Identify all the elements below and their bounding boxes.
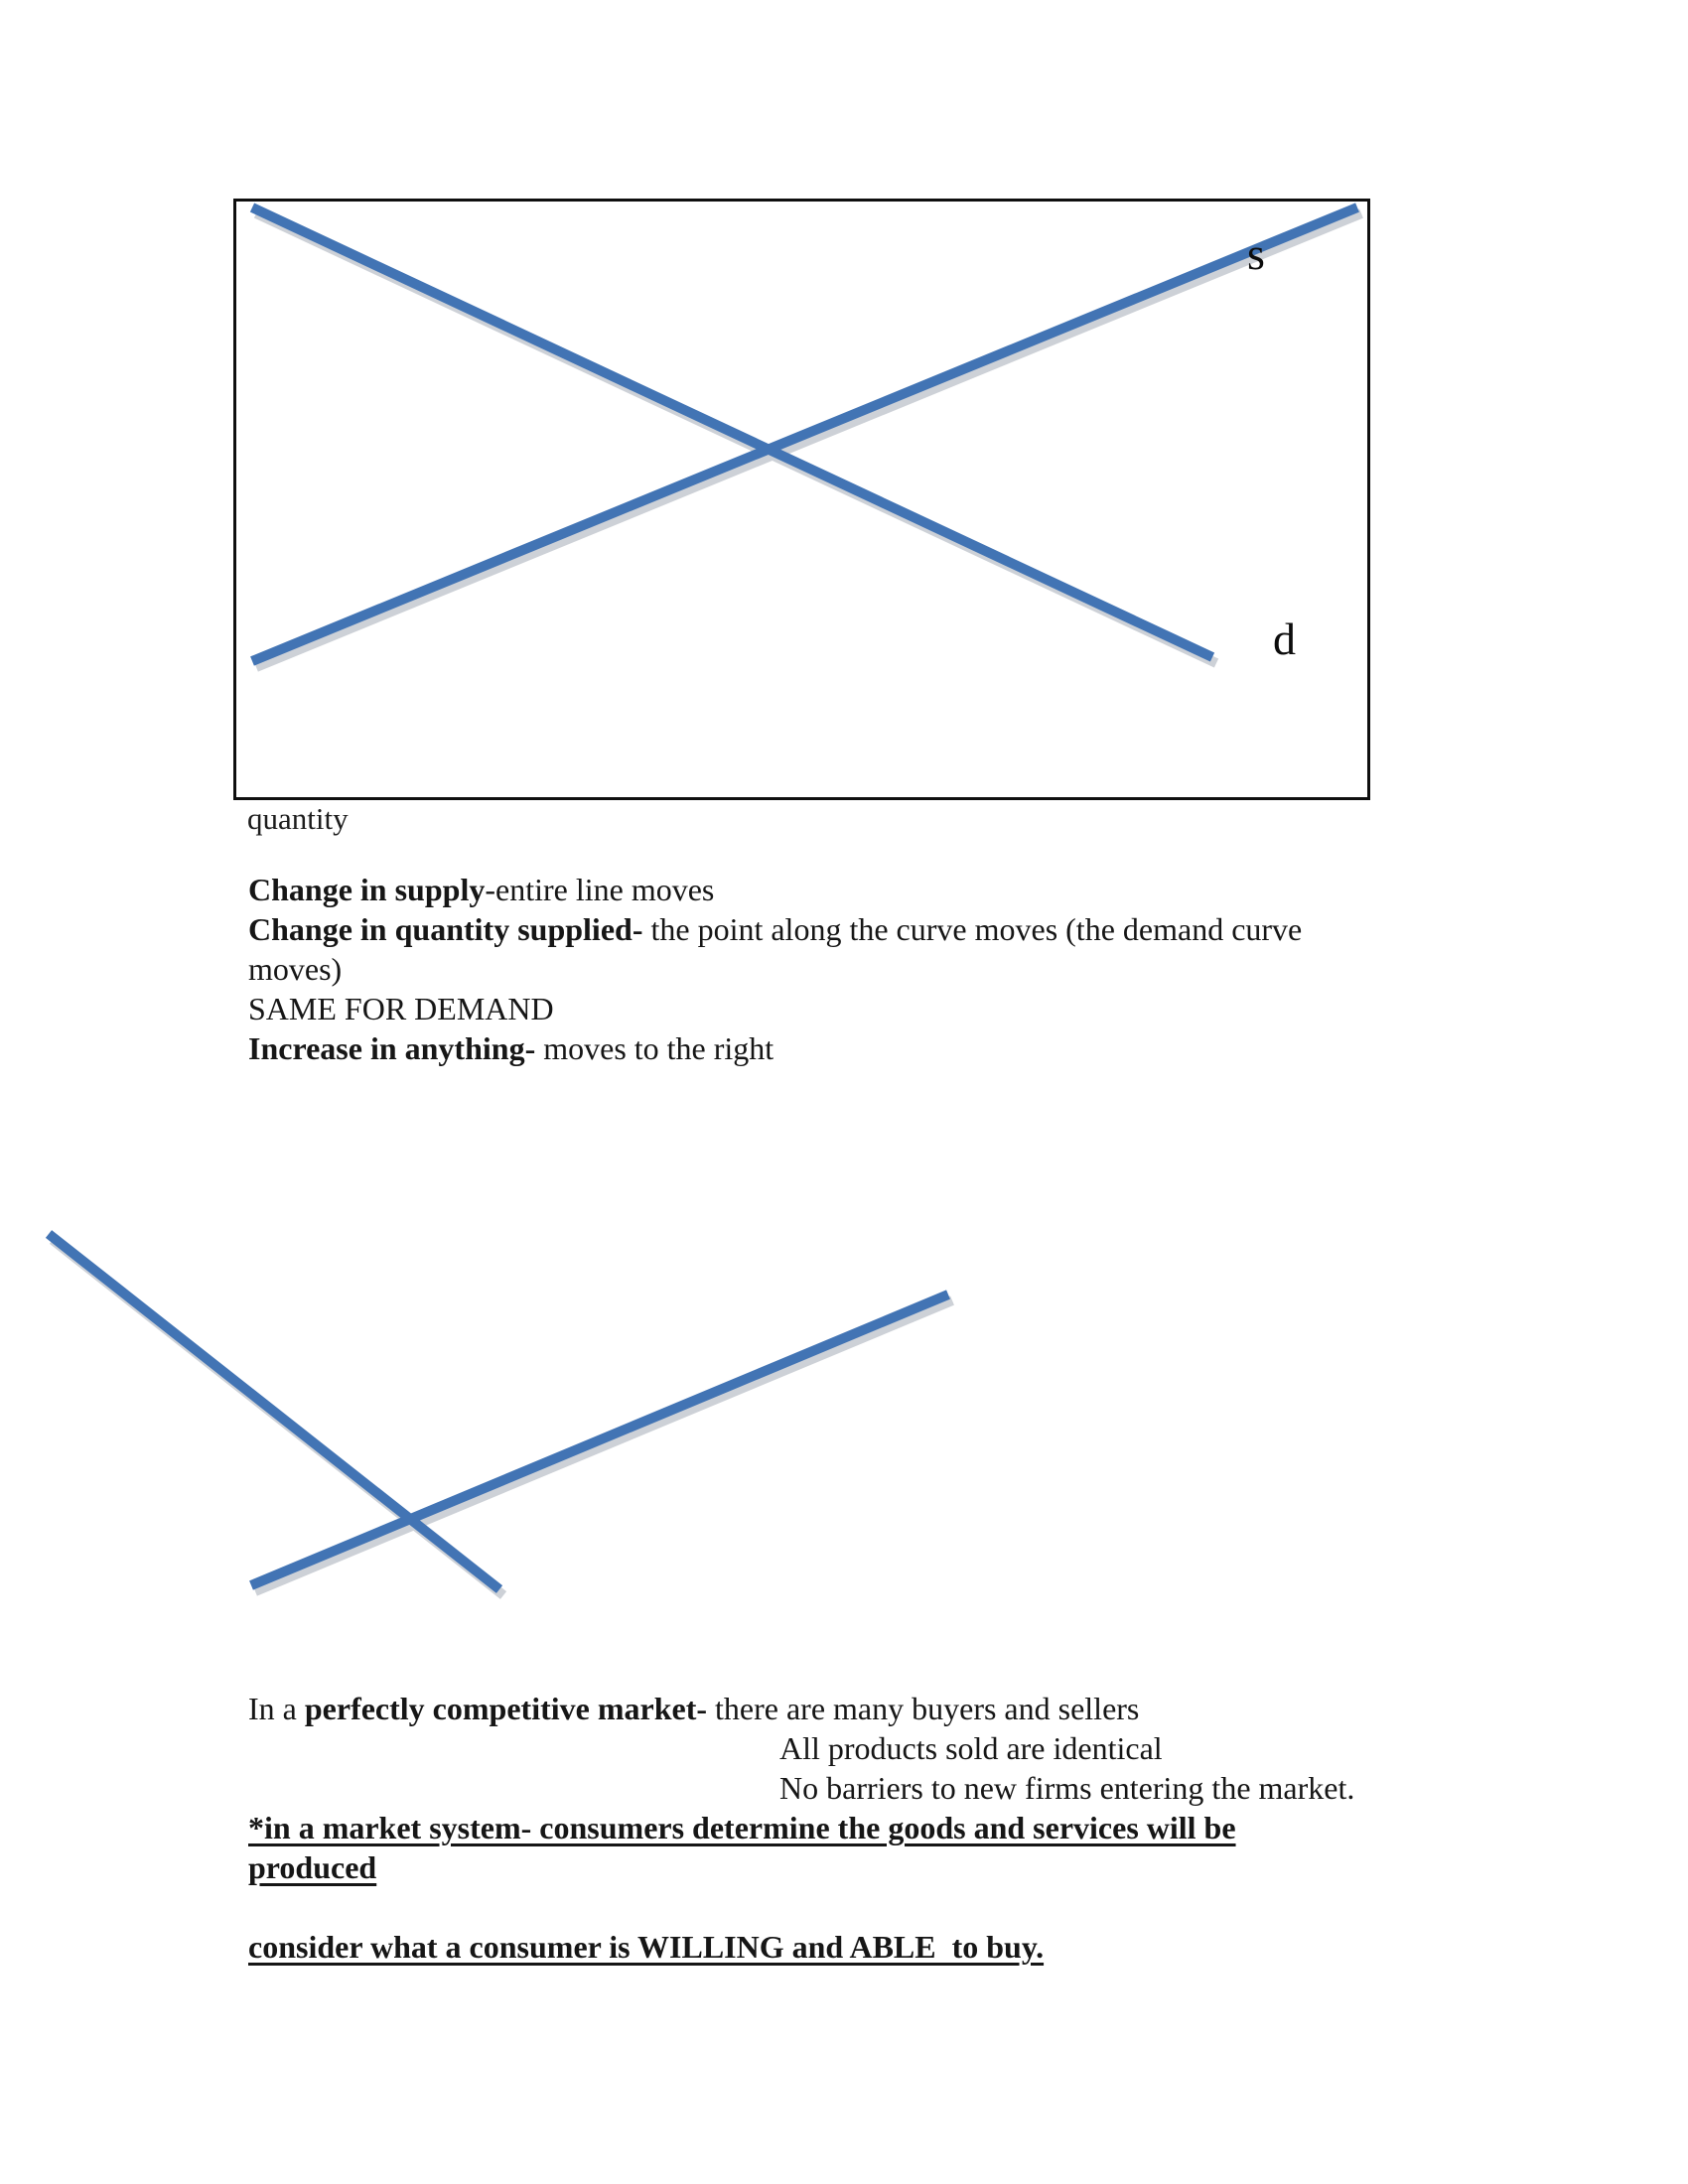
market-notes-paragraph [248, 1689, 1618, 1967]
bold-term: Change in supply [248, 872, 486, 907]
supply-curve-shadow [256, 213, 1361, 667]
note-line-willing-and-able [248, 1927, 1618, 1967]
note-text: SAME FOR DEMAND [248, 991, 554, 1026]
note-text: -entire line moves [485, 872, 715, 907]
note-line-no-barriers [248, 1768, 1618, 1808]
supply-demand-figure-box [233, 199, 1370, 800]
bold-underline-text: *in a market system- consumers determine the goods and services will be [248, 1810, 1236, 1845]
note-text: moves) [248, 951, 343, 987]
quantity-axis-label: quantity [247, 801, 349, 836]
note-line-change-in-supply [248, 870, 1539, 909]
demand-curve-label: d [1273, 614, 1296, 664]
note-line-moves-wrap [248, 949, 1539, 989]
shallow-line-shadow [255, 1300, 952, 1591]
supply-curve-line [252, 207, 1357, 664]
note-text: the point along the curve moves (the demand curve [642, 911, 1303, 947]
bold-term: perfectly competitive market- [304, 1691, 707, 1726]
blank-line [248, 1887, 1618, 1927]
bold-underline-text: consider what a consumer is WILLING and ABLE to buy. [248, 1929, 1045, 1965]
second-crossing-lines-diagram [0, 1221, 993, 1618]
note-line-same-for-demand [248, 989, 1539, 1028]
note-line-identical-products [248, 1728, 1618, 1768]
supply-notes-paragraph [248, 870, 1539, 1068]
note-line-increase-in-anything [248, 1028, 1539, 1068]
note-text: there are many buyers and sellers [707, 1691, 1140, 1726]
note-text: No barriers to new firms entering the market. [779, 1770, 1355, 1806]
note-line-market-system [248, 1808, 1618, 1847]
steep-descending-line [49, 1234, 499, 1589]
note-text: moves to the right [535, 1030, 774, 1066]
note-line-perfectly-competitive [248, 1689, 1618, 1728]
demand-curve-line [252, 207, 1212, 657]
note-line-produced [248, 1847, 1618, 1887]
shallow-ascending-line [251, 1295, 948, 1585]
supply-curve-label: s [1247, 228, 1265, 279]
bold-underline-text: produced [248, 1849, 377, 1885]
bold-term: Increase in anything- [248, 1030, 536, 1066]
bold-term: Change in quantity supplied- [248, 911, 643, 947]
supply-demand-diagram [236, 202, 1367, 797]
note-text: In a [248, 1691, 305, 1726]
note-line-change-in-quantity-supplied [248, 909, 1539, 949]
note-text: All products sold are identical [779, 1730, 1163, 1766]
